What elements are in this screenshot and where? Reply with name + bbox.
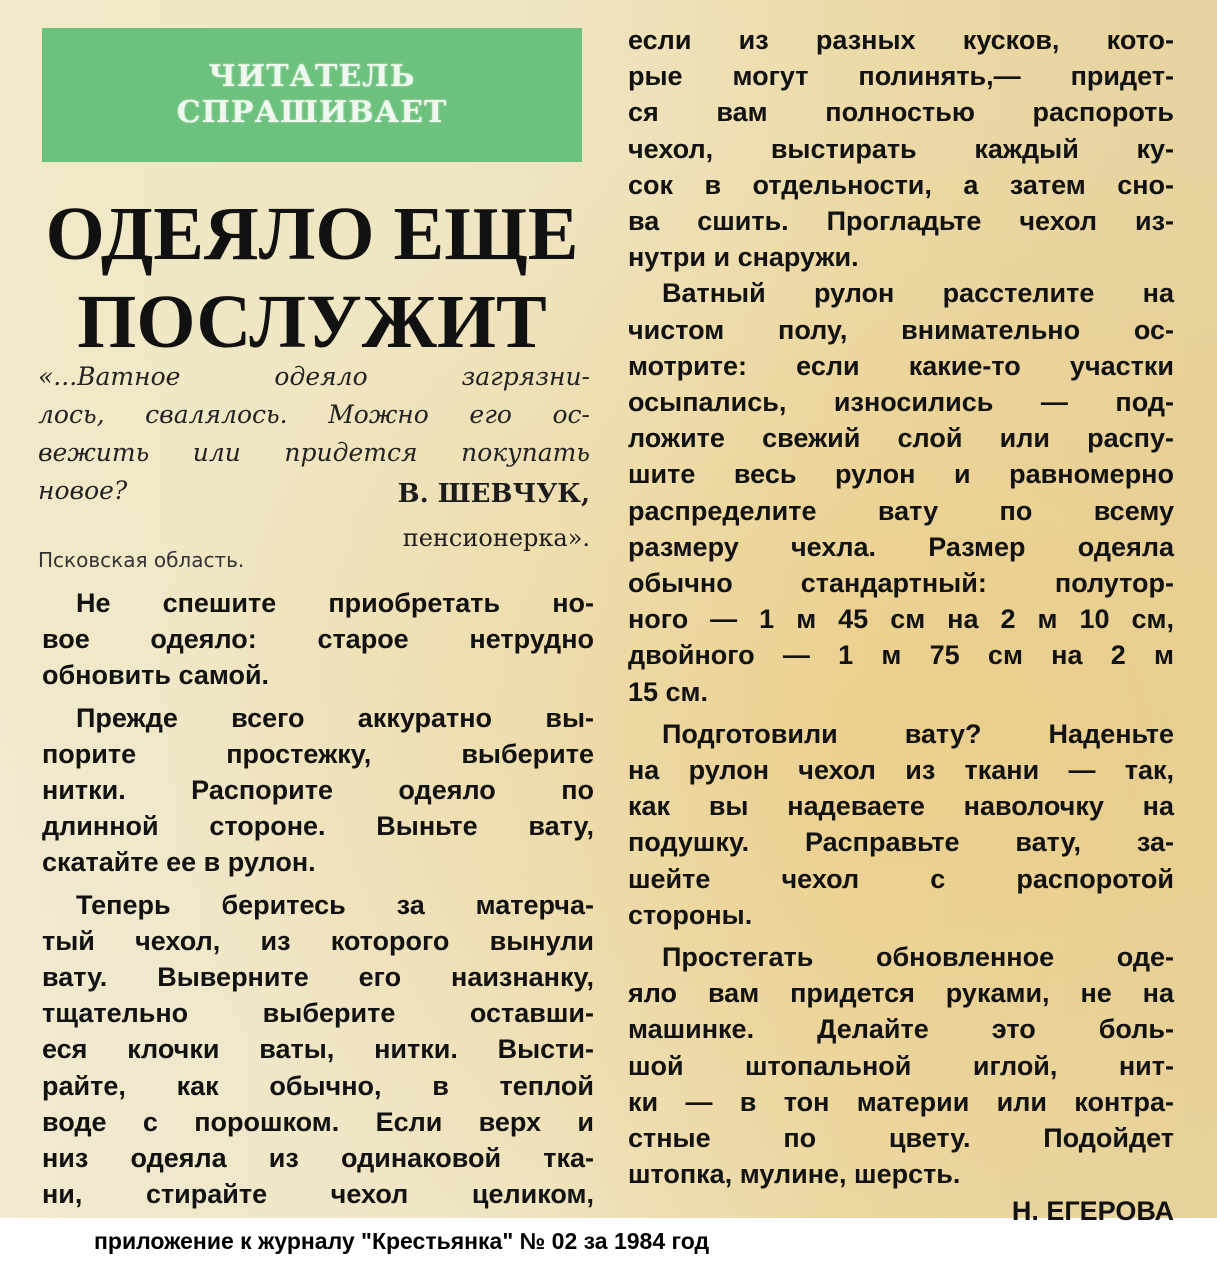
text-line: рые могут полинять,— придет- xyxy=(628,61,1174,92)
text-line: чистом полу, внимательно ос- xyxy=(628,314,1174,345)
headline-line-2: ПОСЛУЖИТ xyxy=(77,280,547,364)
text-line: воде с порошком. Если верх и xyxy=(42,1106,594,1137)
text-line: ки — в тон материи или контра- xyxy=(628,1086,1174,1117)
text-line: подушку. Расправьте вату, за- xyxy=(628,827,1174,858)
text-line: низ одеяла из одинаковой тка- xyxy=(42,1143,594,1174)
text-line: стороны. xyxy=(628,899,753,930)
text-line: ни, стирайте чехол целиком, xyxy=(42,1179,594,1210)
headline-line-1: ОДЕЯЛО ЕЩЕ xyxy=(45,192,579,276)
letter-line: «...Ватное одеяло загрязни- xyxy=(38,362,590,391)
text-line: на рулон чехол из ткани — так, xyxy=(628,755,1174,786)
author-name: В. ШЕВЧУК, xyxy=(397,479,590,509)
letter-line: лось, свалялось. Можно его ос- xyxy=(38,400,590,429)
text-line: ного — 1 м 45 см на 2 м 10 см, xyxy=(628,604,1174,635)
text-line: двойного — 1 м 75 см на 2 м xyxy=(628,640,1174,671)
text-line: осыпались, износились — под- xyxy=(628,387,1174,418)
rubric-line-1: ЧИТАТЕЛЬ xyxy=(208,59,416,94)
text-line: ложите свежий слой или распу- xyxy=(628,423,1174,454)
article-column-left xyxy=(42,585,594,1212)
letter-line: вежить или придется покупать xyxy=(38,438,590,467)
author-role: пенсионерка». xyxy=(402,524,590,552)
text-line: как вы надеваете наволочку на xyxy=(628,791,1174,822)
rubric-line-2: СПРАШИВАЕТ xyxy=(176,95,448,130)
text-line: тщательно выберите оставши- xyxy=(42,998,594,1029)
text-line: шите весь рулон и равномерно xyxy=(628,459,1174,490)
rubric-banner xyxy=(42,28,582,162)
text-line: Подготовили вату? Наденьте xyxy=(662,718,1174,749)
text-line: вату. Выверните его наизнанку, xyxy=(42,962,594,993)
text-line: шейте чехол с распоротой xyxy=(628,863,1174,894)
text-line: ся вам полностью распороть xyxy=(628,97,1174,128)
text-line: Прежде всего аккуратно вы- xyxy=(76,702,594,733)
text-line: Простегать обновленное оде- xyxy=(662,942,1174,973)
text-line: если из разных кусков, кото- xyxy=(628,25,1174,55)
text-line: порите простежку, выберите xyxy=(42,738,594,769)
text-line: обновить самой. xyxy=(42,660,270,691)
text-line: скатайте ее в рулон. xyxy=(42,847,316,878)
text-line: мотрите: если какие-то участки xyxy=(628,350,1174,381)
text-line: 15 см. xyxy=(628,676,709,707)
text-line: сок в отдельности, а затем сно- xyxy=(628,169,1174,200)
text-line: штопка, мулине, шерсть. xyxy=(628,1159,961,1190)
article-headline xyxy=(42,190,582,366)
letter-line: новое? xyxy=(38,476,128,505)
text-line: Теперь беритесь за матерча- xyxy=(76,889,594,920)
text-line: вое одеяло: старое нетрудно xyxy=(42,624,594,655)
text-line: ва сшить. Прогладьте чехол из- xyxy=(628,206,1174,237)
text-line: райте, как обычно, в теплой xyxy=(42,1070,594,1101)
text-line: нитки. Распорите одеяло по xyxy=(42,775,594,806)
text-line: распределите вату по всему xyxy=(628,495,1174,526)
article-column-right xyxy=(628,22,1174,1229)
text-line: длинной стороне. Выньте вату, xyxy=(42,811,594,842)
text-line: размеру чехла. Размер одеяла xyxy=(628,531,1174,562)
text-line: тый чехол, из которого вынули xyxy=(42,925,594,956)
text-line: нутри и снаружи. xyxy=(628,242,859,273)
source-caption: приложение к журналу "Крестьянка" № 02 за 1984 год xyxy=(94,1228,710,1254)
text-line: стные по цвету. Подойдет xyxy=(628,1123,1174,1154)
article-signature: Н. ЕГЕРОВА xyxy=(1011,1195,1174,1226)
text-line: еся клочки ваты, нитки. Высти- xyxy=(42,1034,594,1065)
text-line: шой штопальной иглой, нит- xyxy=(628,1050,1174,1081)
text-line: Ватный рулон расстелите на xyxy=(662,278,1174,309)
text-line: Не спешите приобретать но- xyxy=(76,588,594,618)
text-line: машинке. Делайте это боль- xyxy=(628,1014,1174,1045)
letter-author xyxy=(330,472,590,560)
text-line: чехол, выстирать каждый ку- xyxy=(628,133,1174,164)
author-region: Псковская область. xyxy=(38,548,245,572)
text-line: яло вам придется руками, не на xyxy=(628,978,1174,1009)
text-line: обычно стандартный: полутор- xyxy=(628,568,1174,599)
